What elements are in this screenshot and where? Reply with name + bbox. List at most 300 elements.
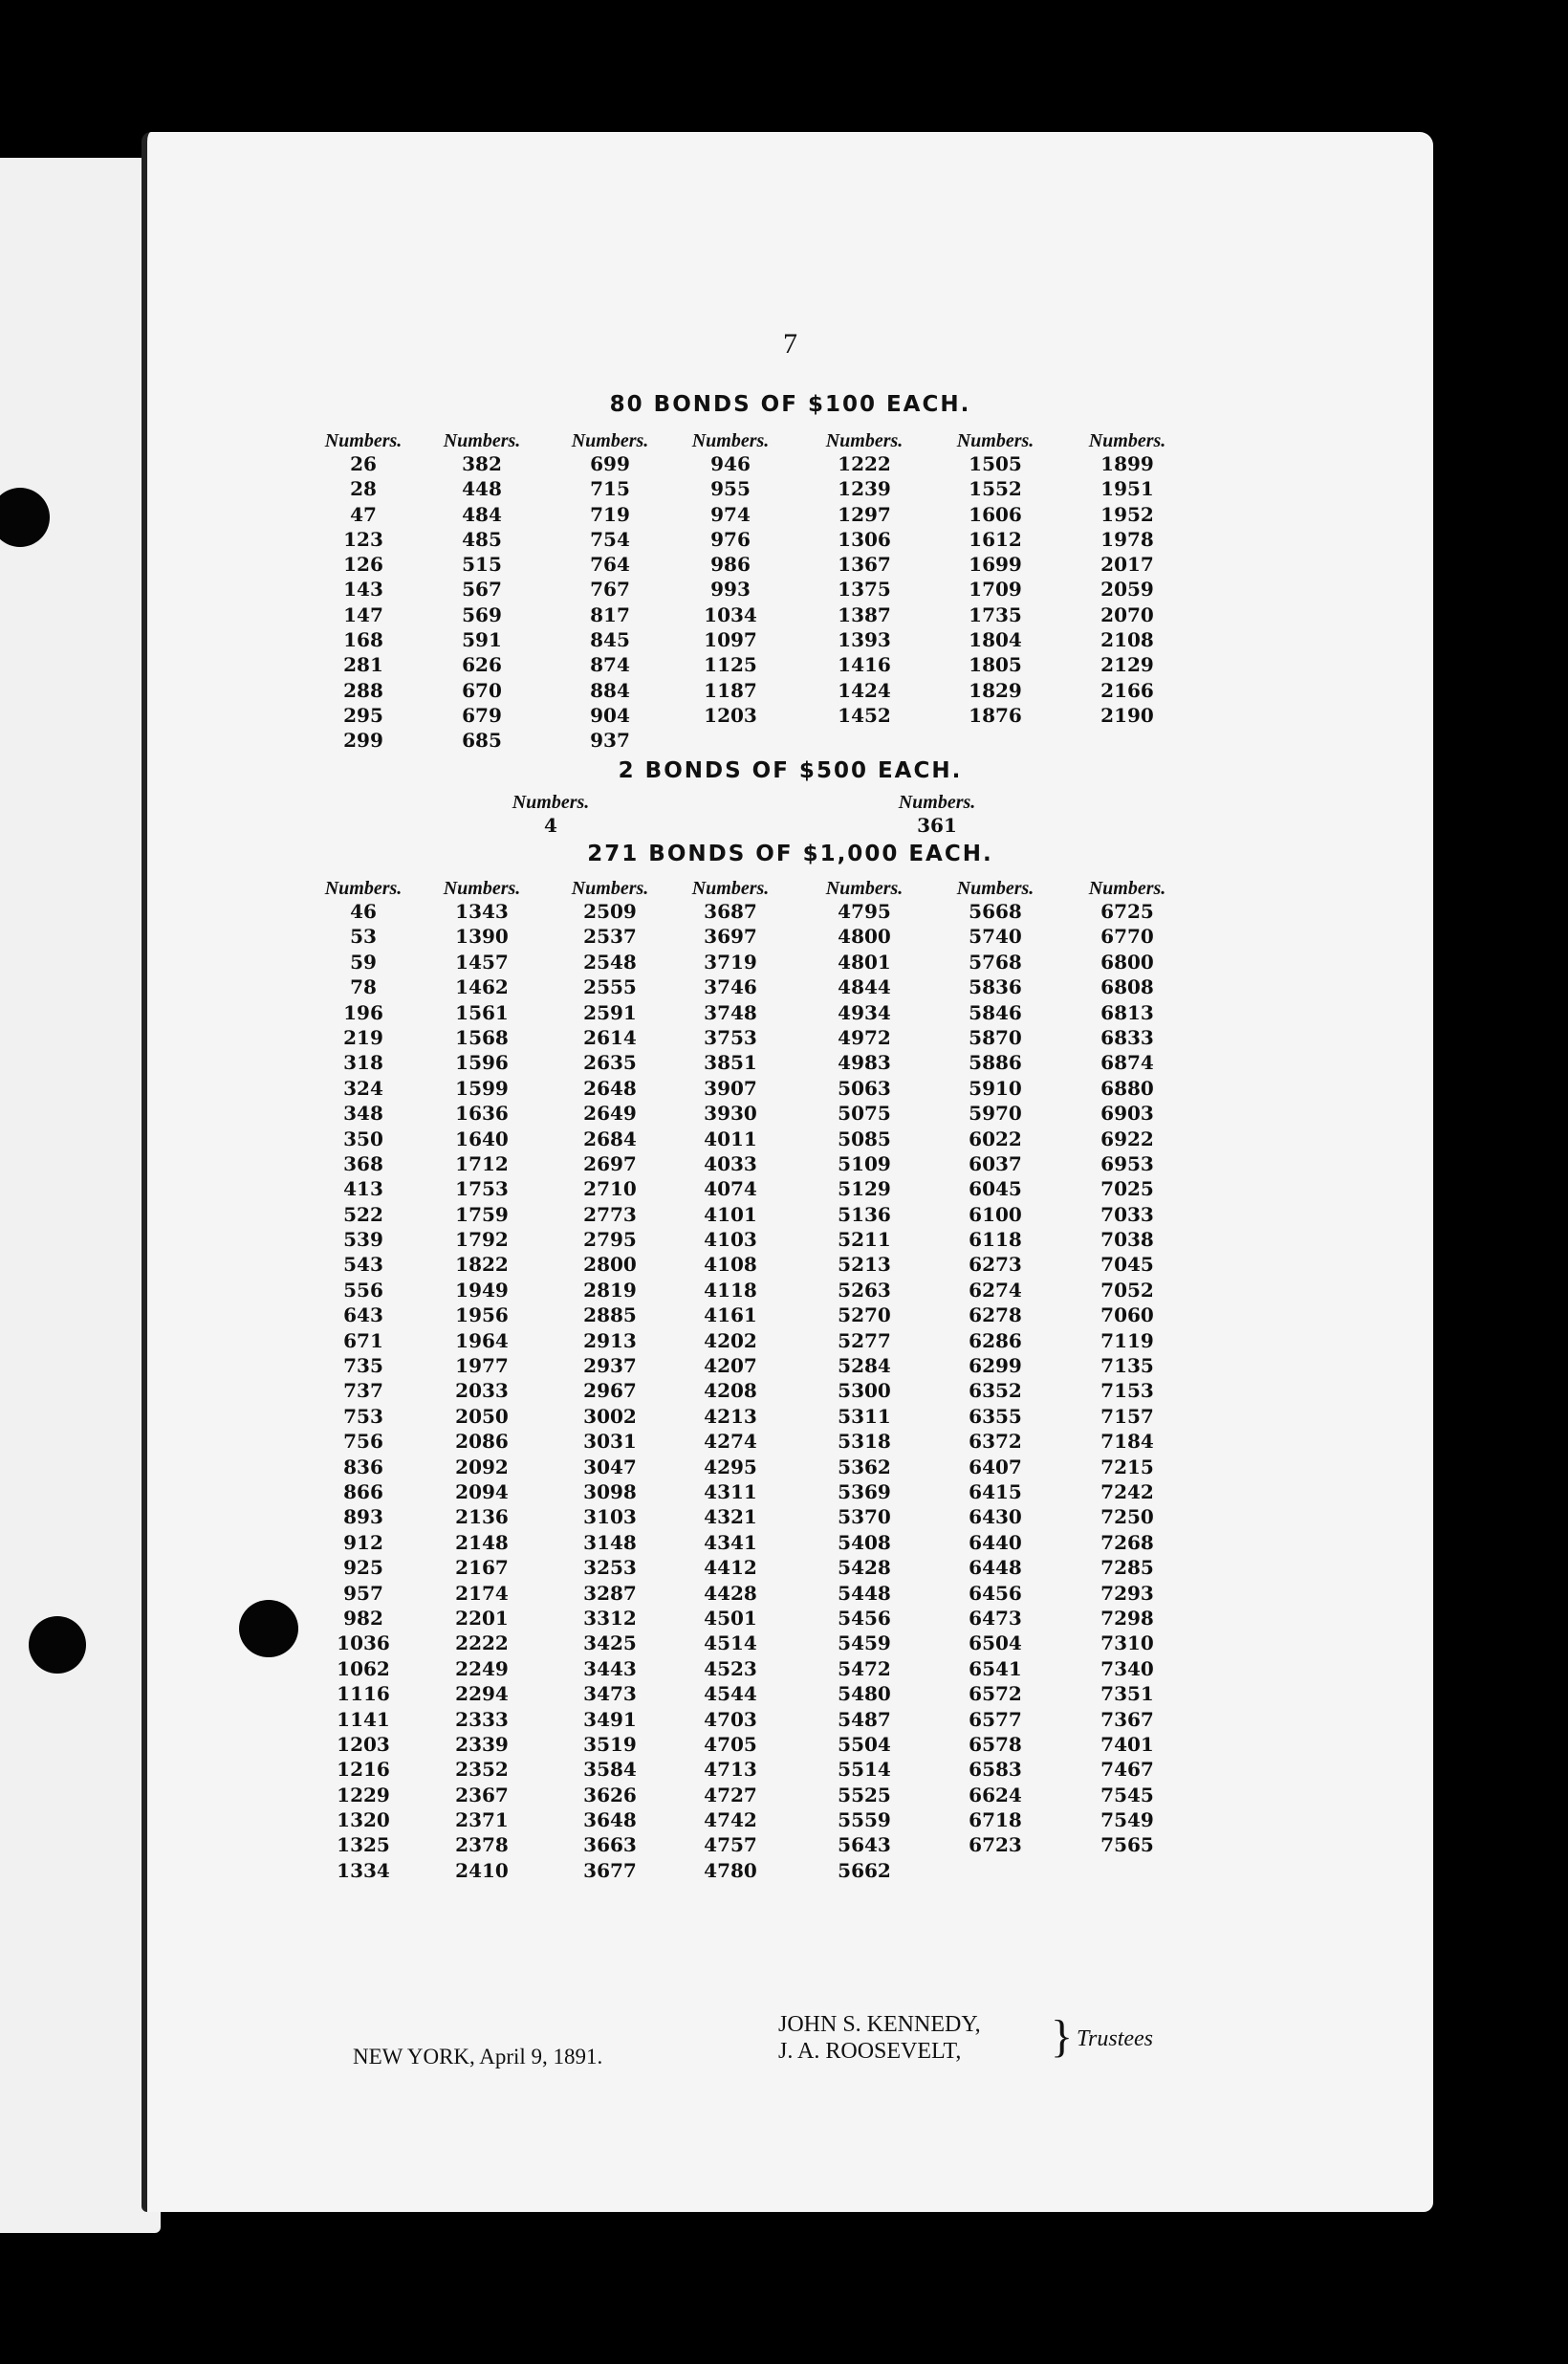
bond-number: 1375 bbox=[838, 578, 891, 602]
section-heading-1000: 271 BONDS OF $1,000 EACH. bbox=[587, 842, 993, 866]
bond-number: 4727 bbox=[704, 1783, 757, 1806]
bond-number: 685 bbox=[462, 729, 502, 753]
bond-number: 569 bbox=[462, 602, 502, 626]
bond-number: 737 bbox=[343, 1379, 383, 1403]
number-column bbox=[543, 878, 677, 1883]
bond-number: 59 bbox=[350, 950, 377, 974]
bond-number: 7293 bbox=[1100, 1581, 1154, 1605]
bond-number: 6725 bbox=[1100, 900, 1154, 923]
bond-number: 2710 bbox=[583, 1177, 637, 1201]
column-header: Numbers. bbox=[1088, 430, 1166, 451]
bond-number: 904 bbox=[590, 703, 630, 727]
section-heading-500: 2 BONDS OF $500 EACH. bbox=[618, 758, 963, 783]
bond-number: 6278 bbox=[969, 1303, 1022, 1327]
bond-number: 719 bbox=[590, 502, 630, 526]
bond-number: 4074 bbox=[704, 1177, 757, 1201]
bond-number: 7135 bbox=[1100, 1354, 1154, 1378]
bond-number: 7038 bbox=[1100, 1228, 1154, 1252]
bond-number: 6456 bbox=[969, 1581, 1022, 1605]
number-column bbox=[870, 792, 1004, 838]
bond-number: 4208 bbox=[704, 1379, 757, 1403]
bond-number: 982 bbox=[343, 1606, 383, 1630]
bond-number: 324 bbox=[343, 1076, 383, 1100]
bond-number: 3584 bbox=[583, 1758, 637, 1782]
bond-number: 1640 bbox=[455, 1127, 509, 1150]
bond-number: 591 bbox=[462, 628, 502, 652]
bond-number: 368 bbox=[343, 1151, 383, 1175]
bond-number: 986 bbox=[710, 553, 751, 577]
bond-number: 1949 bbox=[455, 1278, 509, 1302]
bond-number: 6800 bbox=[1100, 950, 1154, 974]
bond-number: 5910 bbox=[969, 1076, 1022, 1100]
bond-number: 4274 bbox=[704, 1430, 757, 1454]
bond-number: 4213 bbox=[704, 1404, 757, 1428]
bond-number: 6578 bbox=[969, 1732, 1022, 1756]
bond-number: 4412 bbox=[704, 1556, 757, 1580]
bond-number: 1239 bbox=[838, 477, 891, 501]
bond-number: 6583 bbox=[969, 1758, 1022, 1782]
bond-number: 7565 bbox=[1100, 1833, 1154, 1857]
column-header: Numbers. bbox=[825, 878, 904, 899]
bond-number: 1951 bbox=[1100, 477, 1154, 501]
bond-number: 6808 bbox=[1100, 975, 1154, 999]
bond-number: 5456 bbox=[838, 1606, 891, 1630]
bond-number: 955 bbox=[710, 477, 751, 501]
bond-number: 543 bbox=[343, 1253, 383, 1277]
bond-number: 1599 bbox=[455, 1076, 509, 1100]
bond-number: 4207 bbox=[704, 1354, 757, 1378]
bond-number: 6118 bbox=[969, 1228, 1022, 1252]
bond-number: 350 bbox=[343, 1127, 383, 1150]
bond-number: 4033 bbox=[704, 1151, 757, 1175]
bond-number: 6274 bbox=[969, 1278, 1022, 1302]
bond-number: 5428 bbox=[838, 1556, 891, 1580]
bond-number: 7157 bbox=[1100, 1404, 1154, 1428]
bond-number: 3519 bbox=[583, 1732, 637, 1756]
bond-number: 1568 bbox=[455, 1025, 509, 1049]
bond-number: 6037 bbox=[969, 1151, 1022, 1175]
bond-number: 2190 bbox=[1100, 703, 1154, 727]
bond-number: 53 bbox=[350, 925, 377, 949]
bond-number: 1320 bbox=[337, 1808, 390, 1832]
section-heading-100: 80 BONDS OF $100 EACH. bbox=[609, 392, 971, 417]
bond-number: 3103 bbox=[583, 1505, 637, 1529]
bond-number: 6100 bbox=[969, 1202, 1022, 1226]
bond-number: 1390 bbox=[455, 925, 509, 949]
bond-number: 2148 bbox=[455, 1530, 509, 1554]
column-header: Numbers. bbox=[443, 430, 521, 451]
bond-number: 5487 bbox=[838, 1707, 891, 1731]
bond-number: 5472 bbox=[838, 1656, 891, 1680]
number-column bbox=[664, 878, 797, 1883]
trustee-kennedy: JOHN S. KENNEDY, bbox=[778, 2012, 981, 2037]
bond-number: 1964 bbox=[455, 1328, 509, 1352]
bond-number: 1187 bbox=[704, 678, 757, 702]
bond-number: 6718 bbox=[969, 1808, 1022, 1832]
bond-number: 2591 bbox=[583, 1000, 637, 1024]
bond-number: 1606 bbox=[969, 502, 1022, 526]
bond-number: 715 bbox=[590, 477, 630, 501]
bond-number: 539 bbox=[343, 1228, 383, 1252]
bond-number: 2094 bbox=[455, 1479, 509, 1503]
bond-number: 7250 bbox=[1100, 1505, 1154, 1529]
bond-number: 1367 bbox=[838, 553, 891, 577]
bond-number: 2201 bbox=[455, 1606, 509, 1630]
bond-number: 753 bbox=[343, 1404, 383, 1428]
bond-number: 7351 bbox=[1100, 1682, 1154, 1706]
bond-number: 2555 bbox=[583, 975, 637, 999]
bond-number: 5370 bbox=[838, 1505, 891, 1529]
bond-number: 1899 bbox=[1100, 452, 1154, 475]
column-header: Numbers. bbox=[825, 430, 904, 451]
bond-number: 7285 bbox=[1100, 1556, 1154, 1580]
bond-number: 3687 bbox=[704, 900, 757, 923]
bond-number: 3719 bbox=[704, 950, 757, 974]
bond-number: 5559 bbox=[838, 1808, 891, 1832]
number-column bbox=[415, 430, 549, 754]
bond-number: 6407 bbox=[969, 1455, 1022, 1478]
number-column bbox=[415, 878, 549, 1883]
bond-number: 1804 bbox=[969, 628, 1022, 652]
bond-number: 1977 bbox=[455, 1354, 509, 1378]
bond-number: 5277 bbox=[838, 1328, 891, 1352]
bond-number: 874 bbox=[590, 653, 630, 677]
bond-number: 2129 bbox=[1100, 653, 1154, 677]
column-header: Numbers. bbox=[324, 430, 403, 451]
bond-number: 4757 bbox=[704, 1833, 757, 1857]
bond-number: 2635 bbox=[583, 1051, 637, 1075]
bond-number: 7060 bbox=[1100, 1303, 1154, 1327]
bond-number: 1203 bbox=[337, 1732, 390, 1756]
bond-number: 836 bbox=[343, 1455, 383, 1478]
bond-number: 1125 bbox=[704, 653, 757, 677]
bond-number: 2136 bbox=[455, 1505, 509, 1529]
bond-number: 7340 bbox=[1100, 1656, 1154, 1680]
document-page bbox=[142, 132, 1433, 2212]
bond-number: 2509 bbox=[583, 900, 637, 923]
bond-number: 2684 bbox=[583, 1127, 637, 1150]
bond-number: 6355 bbox=[969, 1404, 1022, 1428]
bond-number: 2092 bbox=[455, 1455, 509, 1478]
bond-number: 2548 bbox=[583, 950, 637, 974]
bond-number: 28 bbox=[350, 477, 377, 501]
bond-number: 5129 bbox=[838, 1177, 891, 1201]
bond-number: 168 bbox=[343, 628, 383, 652]
bond-number: 974 bbox=[710, 502, 751, 526]
place-date: NEW YORK, April 9, 1891. bbox=[353, 2045, 603, 2068]
bond-number: 1709 bbox=[969, 578, 1022, 602]
bond-number: 47 bbox=[350, 502, 377, 526]
bond-number: 4801 bbox=[838, 950, 891, 974]
bond-number: 735 bbox=[343, 1354, 383, 1378]
bond-number: 6372 bbox=[969, 1430, 1022, 1454]
bond-number: 3748 bbox=[704, 1000, 757, 1024]
bond-number: 7184 bbox=[1100, 1430, 1154, 1454]
bond-number: 2697 bbox=[583, 1151, 637, 1175]
bond-number: 7298 bbox=[1100, 1606, 1154, 1630]
bond-number: 1956 bbox=[455, 1303, 509, 1327]
bond-number: 1612 bbox=[969, 527, 1022, 551]
bond-number: 2167 bbox=[455, 1556, 509, 1580]
bond-number: 3425 bbox=[583, 1631, 637, 1655]
bond-number: 937 bbox=[590, 729, 630, 753]
bond-number: 1552 bbox=[969, 477, 1022, 501]
bond-number: 123 bbox=[343, 527, 383, 551]
bond-number: 1876 bbox=[969, 703, 1022, 727]
bond-number: 3473 bbox=[583, 1682, 637, 1706]
column-header: Numbers. bbox=[691, 878, 770, 899]
bond-number: 484 bbox=[462, 502, 502, 526]
bond-number: 4514 bbox=[704, 1631, 757, 1655]
bond-number: 522 bbox=[343, 1202, 383, 1226]
bond-number: 1216 bbox=[337, 1758, 390, 1782]
bond-number: 7025 bbox=[1100, 1177, 1154, 1201]
bond-number: 3663 bbox=[583, 1833, 637, 1857]
bond-number: 1759 bbox=[455, 1202, 509, 1226]
bond-number: 7045 bbox=[1100, 1253, 1154, 1277]
bond-number: 5448 bbox=[838, 1581, 891, 1605]
bond-number: 7052 bbox=[1100, 1278, 1154, 1302]
bond-number: 5263 bbox=[838, 1278, 891, 1302]
bond-number: 754 bbox=[590, 527, 630, 551]
bond-number: 4800 bbox=[838, 925, 891, 949]
trustee-names bbox=[778, 2011, 981, 2065]
bond-number: 295 bbox=[343, 703, 383, 727]
bond-number: 6953 bbox=[1100, 1151, 1154, 1175]
bond-number: 4161 bbox=[704, 1303, 757, 1327]
bond-number: 1753 bbox=[455, 1177, 509, 1201]
bond-number: 1805 bbox=[969, 653, 1022, 677]
bond-number: 1097 bbox=[704, 628, 757, 652]
bond-number: 3312 bbox=[583, 1606, 637, 1630]
number-column bbox=[928, 430, 1062, 728]
bond-number: 1829 bbox=[969, 678, 1022, 702]
bond-number: 866 bbox=[343, 1479, 383, 1503]
bond-number: 6022 bbox=[969, 1127, 1022, 1150]
bond-number: 5836 bbox=[969, 975, 1022, 999]
bond-number: 1116 bbox=[337, 1682, 390, 1706]
bond-number: 2249 bbox=[455, 1656, 509, 1680]
bond-number: 4341 bbox=[704, 1530, 757, 1554]
brace-glyph: } bbox=[1051, 2011, 1074, 2062]
bond-number: 993 bbox=[710, 578, 751, 602]
bond-number: 5740 bbox=[969, 925, 1022, 949]
bond-number: 3930 bbox=[704, 1102, 757, 1126]
bond-number: 4321 bbox=[704, 1505, 757, 1529]
bond-number: 5480 bbox=[838, 1682, 891, 1706]
bond-number: 7119 bbox=[1100, 1328, 1154, 1352]
bond-number: 7242 bbox=[1100, 1479, 1154, 1503]
bond-number: 4780 bbox=[704, 1858, 757, 1882]
column-header: Numbers. bbox=[571, 878, 649, 899]
bond-number: 46 bbox=[350, 900, 377, 923]
bond-number: 5768 bbox=[969, 950, 1022, 974]
bond-number: 3443 bbox=[583, 1656, 637, 1680]
bond-number: 2819 bbox=[583, 1278, 637, 1302]
bond-number: 1462 bbox=[455, 975, 509, 999]
bond-number: 2967 bbox=[583, 1379, 637, 1403]
bond-number: 5504 bbox=[838, 1732, 891, 1756]
bond-number: 5284 bbox=[838, 1354, 891, 1378]
bond-number: 2352 bbox=[455, 1758, 509, 1782]
bond-number: 4428 bbox=[704, 1581, 757, 1605]
bond-number: 884 bbox=[590, 678, 630, 702]
bond-number: 1229 bbox=[337, 1783, 390, 1806]
number-column bbox=[1060, 878, 1194, 1858]
bond-number: 5318 bbox=[838, 1430, 891, 1454]
bond-number: 348 bbox=[343, 1102, 383, 1126]
bond-number: 7549 bbox=[1100, 1808, 1154, 1832]
bond-number: 7268 bbox=[1100, 1530, 1154, 1554]
bond-number: 556 bbox=[343, 1278, 383, 1302]
bond-number: 5211 bbox=[838, 1228, 891, 1252]
bond-number: 670 bbox=[462, 678, 502, 702]
bond-number: 7310 bbox=[1100, 1631, 1154, 1655]
trustees-label: Trustees bbox=[1077, 2026, 1154, 2051]
bond-number: 626 bbox=[462, 653, 502, 677]
bond-number: 6430 bbox=[969, 1505, 1022, 1529]
bond-number: 4501 bbox=[704, 1606, 757, 1630]
bond-number: 281 bbox=[343, 653, 383, 677]
bond-number: 5662 bbox=[838, 1858, 891, 1882]
bond-number: 26 bbox=[350, 452, 377, 475]
bond-number: 2773 bbox=[583, 1202, 637, 1226]
bond-number: 2648 bbox=[583, 1076, 637, 1100]
bond-number: 318 bbox=[343, 1051, 383, 1075]
bond-number: 6624 bbox=[969, 1783, 1022, 1806]
bond-number: 2059 bbox=[1100, 578, 1154, 602]
bond-number: 2913 bbox=[583, 1328, 637, 1352]
bond-number: 5643 bbox=[838, 1833, 891, 1857]
bond-number: 2795 bbox=[583, 1228, 637, 1252]
bond-number: 219 bbox=[343, 1025, 383, 1049]
bond-number: 4011 bbox=[704, 1127, 757, 1150]
bond-number: 1062 bbox=[337, 1656, 390, 1680]
number-column bbox=[484, 792, 618, 838]
bond-number: 5362 bbox=[838, 1455, 891, 1478]
bond-number: 1978 bbox=[1100, 527, 1154, 551]
bond-number: 3047 bbox=[583, 1455, 637, 1478]
bond-number: 6770 bbox=[1100, 925, 1154, 949]
bond-number: 7033 bbox=[1100, 1202, 1154, 1226]
bond-number: 3851 bbox=[704, 1051, 757, 1075]
bond-number: 1505 bbox=[969, 452, 1022, 475]
column-header: Numbers. bbox=[512, 792, 590, 813]
number-column bbox=[928, 878, 1062, 1858]
bond-number: 2033 bbox=[455, 1379, 509, 1403]
bond-number: 699 bbox=[590, 452, 630, 475]
bond-number: 3098 bbox=[583, 1479, 637, 1503]
bond-number: 5109 bbox=[838, 1151, 891, 1175]
bond-number: 4844 bbox=[838, 975, 891, 999]
bond-number: 5668 bbox=[969, 900, 1022, 923]
bond-number: 946 bbox=[710, 452, 751, 475]
bond-number: 4703 bbox=[704, 1707, 757, 1731]
bond-number: 1424 bbox=[838, 678, 891, 702]
number-column bbox=[664, 430, 797, 728]
punch-hole bbox=[239, 1600, 298, 1657]
bond-number: 567 bbox=[462, 578, 502, 602]
bond-number: 5846 bbox=[969, 1000, 1022, 1024]
bond-number: 2050 bbox=[455, 1404, 509, 1428]
bond-number: 299 bbox=[343, 729, 383, 753]
bond-number: 7545 bbox=[1100, 1783, 1154, 1806]
column-header: Numbers. bbox=[691, 430, 770, 451]
bond-number: 288 bbox=[343, 678, 383, 702]
number-column bbox=[296, 878, 430, 1883]
bond-number: 4934 bbox=[838, 1000, 891, 1024]
bond-number: 143 bbox=[343, 578, 383, 602]
bond-number: 6286 bbox=[969, 1328, 1022, 1352]
bond-number: 2086 bbox=[455, 1430, 509, 1454]
bond-number: 2937 bbox=[583, 1354, 637, 1378]
bond-number: 1306 bbox=[838, 527, 891, 551]
bond-number: 6813 bbox=[1100, 1000, 1154, 1024]
bond-number: 5075 bbox=[838, 1102, 891, 1126]
bond-number: 1416 bbox=[838, 653, 891, 677]
bond-number: 3148 bbox=[583, 1530, 637, 1554]
bond-number: 643 bbox=[343, 1303, 383, 1327]
bond-number: 147 bbox=[343, 602, 383, 626]
trustee-roosevelt: J. A. ROOSEVELT, bbox=[778, 2039, 962, 2064]
number-column bbox=[797, 430, 931, 728]
bond-number: 1334 bbox=[337, 1858, 390, 1882]
bond-number: 448 bbox=[462, 477, 502, 501]
bond-number: 2371 bbox=[455, 1808, 509, 1832]
bond-number: 7367 bbox=[1100, 1707, 1154, 1731]
column-header: Numbers. bbox=[956, 878, 1034, 899]
bond-number: 1203 bbox=[704, 703, 757, 727]
bond-number: 3287 bbox=[583, 1581, 637, 1605]
bond-number: 2108 bbox=[1100, 628, 1154, 652]
bond-number: 2222 bbox=[455, 1631, 509, 1655]
bond-number: 671 bbox=[343, 1328, 383, 1352]
bond-number: 515 bbox=[462, 553, 502, 577]
bond-number: 6273 bbox=[969, 1253, 1022, 1277]
bond-number: 1141 bbox=[337, 1707, 390, 1731]
bond-number: 7215 bbox=[1100, 1455, 1154, 1478]
bond-number: 3031 bbox=[583, 1430, 637, 1454]
bond-number: 4972 bbox=[838, 1025, 891, 1049]
bond-number: 2333 bbox=[455, 1707, 509, 1731]
bond-number: 413 bbox=[343, 1177, 383, 1201]
bond-number: 7153 bbox=[1100, 1379, 1154, 1403]
bond-number: 5300 bbox=[838, 1379, 891, 1403]
bond-number: 2166 bbox=[1100, 678, 1154, 702]
bond-number: 3002 bbox=[583, 1404, 637, 1428]
bond-number: 5136 bbox=[838, 1202, 891, 1226]
bond-number: 4742 bbox=[704, 1808, 757, 1832]
bond-number: 817 bbox=[590, 602, 630, 626]
bond-number: 1699 bbox=[969, 553, 1022, 577]
bond-number: 1222 bbox=[838, 452, 891, 475]
bond-number: 2339 bbox=[455, 1732, 509, 1756]
bond-number: 196 bbox=[343, 1000, 383, 1024]
bond-number: 6045 bbox=[969, 1177, 1022, 1201]
bond-number: 361 bbox=[917, 814, 957, 837]
page-number: 7 bbox=[783, 328, 797, 360]
bond-number: 5270 bbox=[838, 1303, 891, 1327]
bond-number: 4983 bbox=[838, 1051, 891, 1075]
bond-number: 1393 bbox=[838, 628, 891, 652]
bond-number: 5525 bbox=[838, 1783, 891, 1806]
bond-number: 485 bbox=[462, 527, 502, 551]
bond-number: 6880 bbox=[1100, 1076, 1154, 1100]
column-header: Numbers. bbox=[956, 430, 1034, 451]
bond-number: 3626 bbox=[583, 1783, 637, 1806]
bond-number: 2649 bbox=[583, 1102, 637, 1126]
bond-number: 7467 bbox=[1100, 1758, 1154, 1782]
